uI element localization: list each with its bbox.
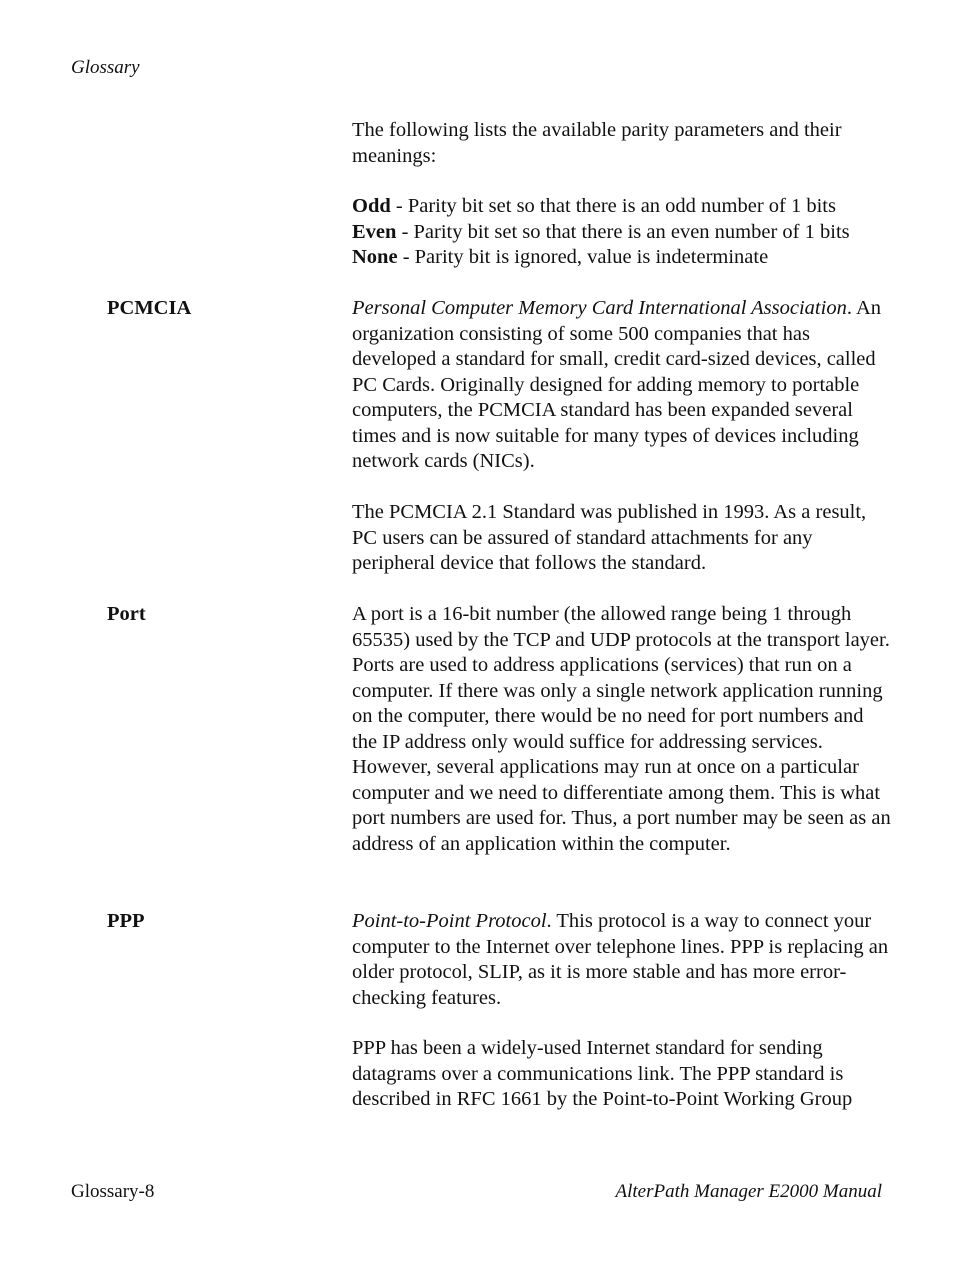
pcmcia-paragraph-1 xyxy=(352,296,892,475)
ppp-paragraph-2: PPP has been a widely-used Internet standard for sending datagrams over a communications link. The PPP standard is described in RFC 1661 by the Point-to-Point Working Group xyxy=(352,1037,853,1110)
pcmcia-expansion: Personal Computer Memory Card International Association xyxy=(352,297,847,319)
pcmcia-definition-2 xyxy=(352,500,892,577)
parity-intro xyxy=(352,118,892,169)
ppp-definition-2 xyxy=(352,1036,892,1113)
parity-desc: - Parity bit set so that there is an odd number of 1 bits xyxy=(390,195,836,217)
parity-item-even xyxy=(352,220,892,246)
glossary-term-ppp: PPP xyxy=(107,910,145,932)
manual-title: AlterPath Manager E2000 Manual xyxy=(615,1181,882,1202)
parity-list xyxy=(352,194,892,271)
glossary-term-pcmcia: PCMCIA xyxy=(107,297,192,319)
ppp-expansion: Point-to-Point Protocol xyxy=(352,910,547,932)
running-header: Glossary xyxy=(71,57,140,78)
parity-desc: - Parity bit is ignored, value is indeterminate xyxy=(397,246,769,268)
glossary-term-port: Port xyxy=(107,603,146,625)
parity-term: Odd xyxy=(352,195,391,217)
ppp-text: . This protocol is a way to connect your computer to the Internet over telephone lines. PPP is replacing an older protocol, SLIP, as it is more stable and has more error-checking features. xyxy=(352,910,889,1009)
ppp-paragraph-1 xyxy=(352,909,892,1011)
pcmcia-text: . An organization consisting of some 500 companies that has developed a standard for small, credit card-sized devices, called PC Cards. Originally designed for adding memory to portable computers, the PCMCIA standard has been expanded several times and is now suitable for many types of devices including network cards (NICs). xyxy=(352,297,882,472)
page-number: Glossary-8 xyxy=(71,1181,155,1202)
port-definition xyxy=(352,602,892,857)
parity-intro-text: The following lists the available parity parameters and their meanings: xyxy=(352,119,842,167)
pcmcia-paragraph-2: The PCMCIA 2.1 Standard was published in 1993. As a result, PC users can be assured of standard attachments for any peripheral device that follows the standard. xyxy=(352,501,867,574)
ppp-definition xyxy=(352,909,892,1011)
parity-term: None xyxy=(352,246,398,268)
parity-item-odd xyxy=(352,194,892,220)
port-paragraph-1: A port is a 16-bit number (the allowed range being 1 through 65535) used by the TCP and UDP protocols at the transport layer. Ports are used to address applications (services) that run on a computer. If there was only a single network application running on the computer, there would be no need for port numbers and the IP address only would suffice for addressing services. However, several applications may run at once on a particular computer and we need to differentiate among them. This is what port numbers are used for. Thus, a port number may be seen as an address of an application within the computer. xyxy=(352,603,891,855)
parity-item-none xyxy=(352,245,892,271)
parity-term: Even xyxy=(352,220,397,243)
pcmcia-definition xyxy=(352,296,892,475)
parity-desc: - Parity bit set so that there is an even number of 1 bits xyxy=(396,220,850,243)
